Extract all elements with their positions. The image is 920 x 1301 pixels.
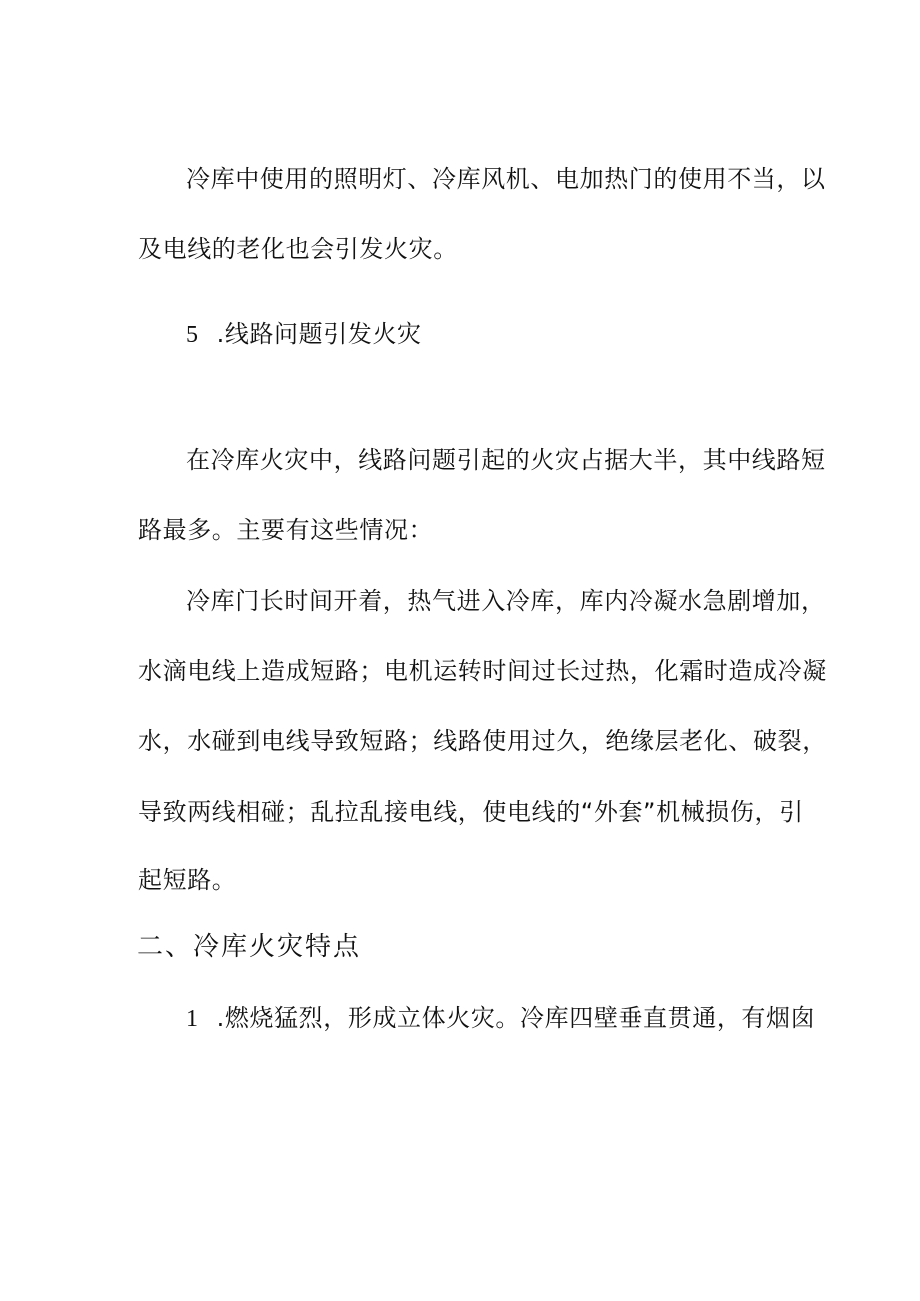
list-item-5	[186, 318, 422, 351]
list-item-5-text: .线路问题引发火灾	[216, 320, 422, 348]
list-item-1-text: .燃烧猛烈，形成立体火灾。冷库四壁垂直贯通，有烟囱	[216, 1004, 816, 1032]
paragraph-1-line-1: 冷库中使用的照明灯、冷库风机、电加热门的使用不当，以	[186, 165, 826, 193]
list-item-5-number: 5	[186, 322, 199, 348]
paragraph-3-line-2: 水滴电线上造成短路；电机运转时间过长过热，化霜时造成冷凝	[138, 657, 827, 685]
paragraph-3-line-4: 导致两线相碰；乱拉乱接电线，使电线的“外套”机械损伤，引	[138, 798, 804, 826]
paragraph-3-line-1: 冷库门长时间开着，热气进入冷库，库内冷凝水急剧增加，	[186, 587, 826, 615]
list-item-1-number: 1	[186, 1006, 199, 1032]
section-2-heading: 二、冷库火灾特点	[137, 932, 362, 962]
paragraph-3-line-5: 起短路。	[138, 866, 237, 894]
paragraph-1-line-2: 及电线的老化也会引发火灾。	[138, 235, 458, 263]
list-item-1	[186, 1002, 815, 1035]
paragraph-2-line-1: 在冷库火灾中，线路问题引起的火灾占据大半，其中线路短	[186, 446, 826, 474]
paragraph-2-line-2: 路最多。主要有这些情况：	[138, 516, 434, 544]
paragraph-3-line-3: 水，水碰到电线导致短路；线路使用过久，绝缘层老化、破裂，	[138, 727, 827, 755]
